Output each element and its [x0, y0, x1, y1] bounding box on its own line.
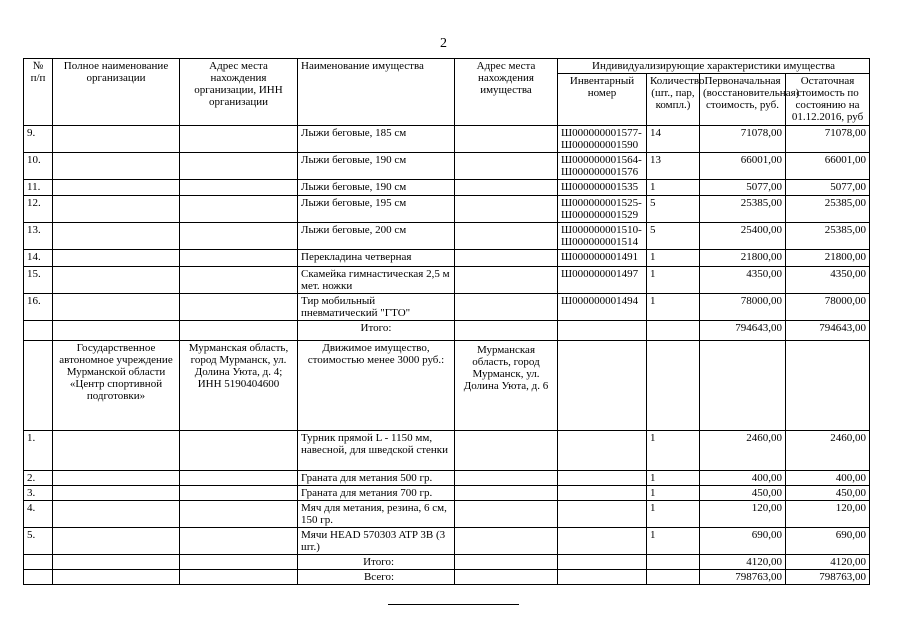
- row-number: 9.: [24, 126, 53, 153]
- row-initial-cost: 25400,00: [700, 223, 786, 250]
- row-residual-cost: 21800,00: [786, 250, 870, 267]
- row-initial-cost: 4350,00: [700, 267, 786, 294]
- row-inventory: Ш000000001510-Ш000000001514: [558, 223, 647, 250]
- row-property-name: Тир мобильный пневматический "ГТО": [298, 294, 455, 321]
- row-quantity: 1: [647, 180, 700, 196]
- row-quantity: 1: [647, 250, 700, 267]
- organization-address: Мурманская область, город Мурманск, ул. Долина Уюта, д. 4; ИНН 5190404600: [180, 341, 298, 431]
- table-row: [24, 501, 870, 528]
- header-inventory: Инвентарный номер: [558, 74, 647, 126]
- row-quantity: 1: [647, 294, 700, 321]
- grand-total-residual-cost: 798763,00: [786, 570, 870, 585]
- table-row: [24, 471, 870, 486]
- row-residual-cost: 690,00: [786, 528, 870, 555]
- row-property-name: Лыжи беговые, 195 см: [298, 196, 455, 223]
- row-quantity: 5: [647, 223, 700, 250]
- header-residual-cost: Остаточная стоимость по состоянию на 01.12.2016, руб: [786, 74, 870, 126]
- row-residual-cost: 2460,00: [786, 431, 870, 471]
- row-inventory: [558, 501, 647, 528]
- header-quantity: Количество (шт., пар, компл.): [647, 74, 700, 126]
- row-initial-cost: 450,00: [700, 486, 786, 501]
- row-property-name: Перекладина четверная: [298, 250, 455, 267]
- row-property-name: Мяч для метания, резина, 6 см, 150 гр.: [298, 501, 455, 528]
- subtotal-label: Итого:: [298, 555, 455, 570]
- row-number: 3.: [24, 486, 53, 501]
- row-property-name: Лыжи беговые, 190 см: [298, 180, 455, 196]
- row-property-name: Мячи HEAD 570303 ATP 3B (3 шт.): [298, 528, 455, 555]
- row-quantity: 1: [647, 528, 700, 555]
- row-inventory: Ш000000001497: [558, 267, 647, 294]
- row-number: 11.: [24, 180, 53, 196]
- row-inventory: Ш000000001564-Ш000000001576: [558, 153, 647, 180]
- row-number: 4.: [24, 501, 53, 528]
- row-initial-cost: 5077,00: [700, 180, 786, 196]
- row-initial-cost: 25385,00: [700, 196, 786, 223]
- row-inventory: Ш000000001525-Ш000000001529: [558, 196, 647, 223]
- table-row: [24, 153, 870, 180]
- row-property-name: Лыжи беговые, 200 см: [298, 223, 455, 250]
- row-residual-cost: 450,00: [786, 486, 870, 501]
- row-property-name: Лыжи беговые, 185 см: [298, 126, 455, 153]
- row-property-name: Граната для метания 700 гр.: [298, 486, 455, 501]
- row-number: 15.: [24, 267, 53, 294]
- row-quantity: 1: [647, 501, 700, 528]
- row-inventory: Ш000000001577-Ш000000001590: [558, 126, 647, 153]
- row-residual-cost: 120,00: [786, 501, 870, 528]
- organization-name: Государственное автономное учреждение Мурманской области «Центр спортивной подготовки»: [53, 341, 180, 431]
- row-residual-cost: 400,00: [786, 471, 870, 486]
- row-inventory: [558, 528, 647, 555]
- row-number: 14.: [24, 250, 53, 267]
- row-quantity: 1: [647, 431, 700, 471]
- section-title: Движимое имущество, стоимостью менее 3000 руб.:: [298, 341, 455, 431]
- subtotal-row: [24, 555, 870, 570]
- row-inventory: [558, 471, 647, 486]
- row-inventory: Ш000000001494: [558, 294, 647, 321]
- table-row: [24, 250, 870, 267]
- row-quantity: 1: [647, 486, 700, 501]
- row-initial-cost: 71078,00: [700, 126, 786, 153]
- table-row: [24, 267, 870, 294]
- subtotal-residual-cost: 794643,00: [786, 321, 870, 341]
- row-initial-cost: 21800,00: [700, 250, 786, 267]
- row-initial-cost: 2460,00: [700, 431, 786, 471]
- row-quantity: 1: [647, 267, 700, 294]
- property-registry-table: [23, 58, 870, 585]
- row-residual-cost: 4350,00: [786, 267, 870, 294]
- header-org-name: Полное наименование организации: [53, 59, 180, 126]
- table-row: [24, 294, 870, 321]
- subtotal-label: Итого:: [298, 321, 455, 341]
- header-num: № п/п: [24, 59, 53, 126]
- row-number: 5.: [24, 528, 53, 555]
- row-initial-cost: 690,00: [700, 528, 786, 555]
- row-quantity: 14: [647, 126, 700, 153]
- page-number: 2: [440, 36, 447, 51]
- subtotal-residual-cost: 4120,00: [786, 555, 870, 570]
- header-initial-cost: Первоначальная (восстановительная) стоимость, руб.: [700, 74, 786, 126]
- row-number: 13.: [24, 223, 53, 250]
- table-row: [24, 486, 870, 501]
- table-row: [24, 180, 870, 196]
- row-initial-cost: 400,00: [700, 471, 786, 486]
- row-residual-cost: 25385,00: [786, 223, 870, 250]
- header-property-name: Наименование имущества: [298, 59, 455, 126]
- row-property-name: Граната для метания 500 гр.: [298, 471, 455, 486]
- row-number: 10.: [24, 153, 53, 180]
- row-initial-cost: 120,00: [700, 501, 786, 528]
- row-initial-cost: 66001,00: [700, 153, 786, 180]
- grand-total-initial-cost: 798763,00: [700, 570, 786, 585]
- property-address: Мурманская область, город Мурманск, ул. Долина Уюта, д. 6: [455, 341, 558, 431]
- row-number: 1.: [24, 431, 53, 471]
- row-residual-cost: 78000,00: [786, 294, 870, 321]
- header-property-address: Адрес места нахождения имущества: [455, 59, 558, 126]
- subtotal-initial-cost: 794643,00: [700, 321, 786, 341]
- organization-row: [24, 341, 870, 431]
- grand-total-row: [24, 570, 870, 585]
- subtotal-row: [24, 321, 870, 341]
- row-property-name: Скамейка гимнастическая 2,5 м мет. ножки: [298, 267, 455, 294]
- row-number: 16.: [24, 294, 53, 321]
- subtotal-initial-cost: 4120,00: [700, 555, 786, 570]
- table-row: [24, 126, 870, 153]
- table-row: [24, 431, 870, 471]
- row-quantity: 13: [647, 153, 700, 180]
- row-property-name: Турник прямой L - 1150 мм, навесной, для шведской стенки: [298, 431, 455, 471]
- row-residual-cost: 66001,00: [786, 153, 870, 180]
- table-row: [24, 223, 870, 250]
- table-row: [24, 528, 870, 555]
- footer-divider-line: [388, 604, 519, 605]
- row-property-name: Лыжи беговые, 190 см: [298, 153, 455, 180]
- row-residual-cost: 25385,00: [786, 196, 870, 223]
- row-residual-cost: 71078,00: [786, 126, 870, 153]
- row-inventory: Ш000000001491: [558, 250, 647, 267]
- row-inventory: [558, 486, 647, 501]
- table-row: [24, 196, 870, 223]
- header-group-title: Индивидуализирующие характеристики имущества: [558, 59, 870, 74]
- row-number: 12.: [24, 196, 53, 223]
- grand-total-label: Всего:: [298, 570, 455, 585]
- row-inventory: [558, 431, 647, 471]
- row-quantity: 1: [647, 471, 700, 486]
- header-org-address: Адрес места нахождения организации, ИНН организации: [180, 59, 298, 126]
- row-quantity: 5: [647, 196, 700, 223]
- row-number: 2.: [24, 471, 53, 486]
- row-residual-cost: 5077,00: [786, 180, 870, 196]
- row-inventory: Ш000000001535: [558, 180, 647, 196]
- row-initial-cost: 78000,00: [700, 294, 786, 321]
